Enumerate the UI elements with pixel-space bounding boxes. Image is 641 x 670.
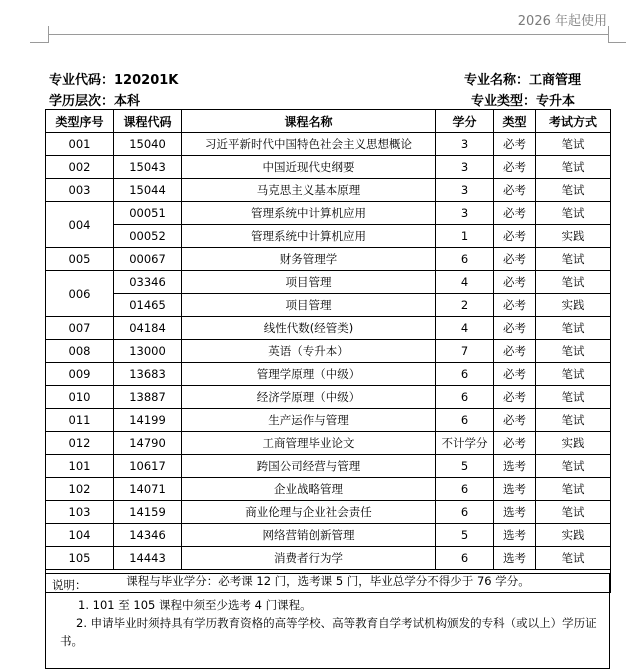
text-cursor [610, 202, 611, 215]
cell-seq: 105 [46, 547, 114, 570]
cell-type: 选考 [494, 547, 536, 570]
table-row [46, 501, 611, 524]
cell-name: 网络营销创新管理 [182, 524, 436, 547]
cell-name: 项目管理 [182, 271, 436, 294]
cell-credit: 6 [436, 501, 494, 524]
table-row [46, 202, 611, 225]
cell-type: 选考 [494, 501, 536, 524]
cell-credit: 6 [436, 409, 494, 432]
course-table [45, 109, 611, 593]
cell-name: 企业战略管理 [182, 478, 436, 501]
cell-code: 10617 [114, 455, 182, 478]
cell-code: 14346 [114, 524, 182, 547]
cell-exam: 笔试 [536, 547, 611, 570]
cell-type: 必考 [494, 432, 536, 455]
cell-credit: 2 [436, 294, 494, 317]
cell-code: 15040 [114, 133, 182, 156]
table-row [46, 363, 611, 386]
cell-type: 必考 [494, 179, 536, 202]
cell-seq: 103 [46, 501, 114, 524]
cell-name: 跨国公司经营与管理 [182, 455, 436, 478]
major-code-label: 专业代码： [49, 73, 115, 88]
cell-credit: 3 [436, 179, 494, 202]
cell-exam: 笔试 [536, 271, 611, 294]
cell-exam: 笔试 [536, 156, 611, 179]
cell-type: 选考 [494, 524, 536, 547]
major-name-label: 专业名称： [464, 73, 530, 88]
cell-name: 生产运作与管理 [182, 409, 436, 432]
cell-code: 13000 [114, 340, 182, 363]
cell-credit: 3 [436, 156, 494, 179]
header-type: 类型 [494, 110, 536, 133]
cell-type: 必考 [494, 340, 536, 363]
education-level [49, 90, 140, 109]
cell-name: 项目管理 [182, 294, 436, 317]
cell-type: 必考 [494, 133, 536, 156]
cell-code: 04184 [114, 317, 182, 340]
cell-credit: 3 [436, 133, 494, 156]
table-row [46, 432, 611, 455]
cell-exam: 笔试 [536, 248, 611, 271]
table-row [46, 524, 611, 547]
crop-mark-left-h [30, 42, 48, 43]
cell-name: 管理系统中计算机应用 [182, 202, 436, 225]
table-row [46, 478, 611, 501]
cell-type: 必考 [494, 248, 536, 271]
cell-type: 选考 [494, 455, 536, 478]
cell-credit: 不计学分 [436, 432, 494, 455]
cell-seq: 102 [46, 478, 114, 501]
cell-seq: 003 [46, 179, 114, 202]
crop-mark-left-v [48, 26, 49, 43]
cell-exam: 笔试 [536, 133, 611, 156]
major-type-label: 专业类型： [471, 94, 537, 109]
cell-seq: 008 [46, 340, 114, 363]
table-row [46, 455, 611, 478]
cell-exam: 笔试 [536, 317, 611, 340]
cell-exam: 实践 [536, 524, 611, 547]
table-row [46, 156, 611, 179]
cell-code: 14071 [114, 478, 182, 501]
cell-seq: 007 [46, 317, 114, 340]
crop-mark-right-v [608, 26, 609, 43]
notes-box [45, 573, 610, 669]
cell-exam: 笔试 [536, 386, 611, 409]
cell-type: 必考 [494, 225, 536, 248]
cell-code: 01465 [114, 294, 182, 317]
cell-name: 经济学原理（中级） [182, 386, 436, 409]
cell-credit: 4 [436, 317, 494, 340]
major-name [464, 69, 581, 88]
header-exam: 考试方式 [536, 110, 611, 133]
cell-name: 管理系统中计算机应用 [182, 225, 436, 248]
cell-name: 消费者行为学 [182, 547, 436, 570]
cell-type: 必考 [494, 386, 536, 409]
cell-name: 线性代数(经管类) [182, 317, 436, 340]
table-row [46, 271, 611, 294]
cell-credit: 7 [436, 340, 494, 363]
cell-credit: 5 [436, 524, 494, 547]
header-name: 课程名称 [182, 110, 436, 133]
cell-exam: 笔试 [536, 363, 611, 386]
table-header-row [46, 110, 611, 133]
cell-type: 必考 [494, 294, 536, 317]
major-type [471, 90, 575, 109]
cell-code: 14443 [114, 547, 182, 570]
header-rule [49, 34, 609, 35]
cell-type: 必考 [494, 409, 536, 432]
header-code: 课程代码 [114, 110, 182, 133]
cell-name: 马克思主义基本原理 [182, 179, 436, 202]
cell-code: 03346 [114, 271, 182, 294]
cell-credit: 6 [436, 386, 494, 409]
cell-credit: 6 [436, 547, 494, 570]
cell-seq: 104 [46, 524, 114, 547]
cell-name: 英语（专升本） [182, 340, 436, 363]
header-seq: 类型序号 [46, 110, 114, 133]
cell-exam: 笔试 [536, 501, 611, 524]
cell-credit: 6 [436, 363, 494, 386]
cell-code: 13887 [114, 386, 182, 409]
table-row [46, 133, 611, 156]
cell-code: 15043 [114, 156, 182, 179]
table-row [46, 248, 611, 271]
total-credits-text: 课程与毕业学分：必考课 12 门，选考课 5 门，毕业总学分不得少于 76 学分。 [46, 570, 611, 593]
cell-type: 必考 [494, 363, 536, 386]
page-header-text: 2026 年起使用 [517, 14, 607, 29]
major-type-value: 专升本 [536, 94, 576, 109]
cell-code: 14159 [114, 501, 182, 524]
table-row [46, 386, 611, 409]
cell-seq: 004 [46, 202, 114, 248]
major-name-value: 工商管理 [529, 73, 582, 88]
cell-seq: 005 [46, 248, 114, 271]
cell-code: 15044 [114, 179, 182, 202]
cell-seq: 006 [46, 271, 114, 317]
table-row [46, 225, 611, 248]
cell-credit: 5 [436, 455, 494, 478]
cell-seq: 010 [46, 386, 114, 409]
cell-credit: 4 [436, 271, 494, 294]
cell-code: 00067 [114, 248, 182, 271]
cell-seq: 012 [46, 432, 114, 455]
crop-mark-right-h [608, 42, 626, 43]
cell-code: 00052 [114, 225, 182, 248]
table-row [46, 317, 611, 340]
table-row [46, 409, 611, 432]
cell-exam: 笔试 [536, 409, 611, 432]
cell-code: 13683 [114, 363, 182, 386]
cell-type: 必考 [494, 271, 536, 294]
cell-exam: 笔试 [536, 179, 611, 202]
cell-exam: 实践 [536, 225, 611, 248]
table-row [46, 294, 611, 317]
table-row [46, 340, 611, 363]
notes-title: 说明： [52, 578, 87, 592]
cell-name: 财务管理学 [182, 248, 436, 271]
cell-credit: 1 [436, 225, 494, 248]
education-level-value: 本科 [114, 94, 141, 109]
table-row [46, 179, 611, 202]
cell-seq: 101 [46, 455, 114, 478]
major-code [49, 69, 178, 88]
table-row [46, 547, 611, 570]
cell-type: 必考 [494, 202, 536, 225]
cell-type: 选考 [494, 478, 536, 501]
cell-seq: 009 [46, 363, 114, 386]
cell-exam: 实践 [536, 432, 611, 455]
cell-name: 管理学原理（中级） [182, 363, 436, 386]
cell-code: 14199 [114, 409, 182, 432]
header-credit: 学分 [436, 110, 494, 133]
cell-seq: 011 [46, 409, 114, 432]
cell-exam: 笔试 [536, 202, 611, 225]
cell-seq: 002 [46, 156, 114, 179]
cell-credit: 3 [436, 202, 494, 225]
cell-name: 商业伦理与企业社会责任 [182, 501, 436, 524]
cell-name: 中国近现代史纲要 [182, 156, 436, 179]
cell-exam: 笔试 [536, 340, 611, 363]
cell-code: 00051 [114, 202, 182, 225]
cell-exam: 笔试 [536, 478, 611, 501]
cell-seq: 001 [46, 133, 114, 156]
cell-credit: 6 [436, 478, 494, 501]
note-item: 1. 101 至 105 课程中须至少选考 4 门课程。 [78, 598, 312, 612]
cell-exam: 笔试 [536, 455, 611, 478]
cell-credit: 6 [436, 248, 494, 271]
note-item: 2. 申请毕业时须持具有学历教育资格的高等学校、高等教育自学考试机构颁发的专科（或以上）学历证书。 [60, 616, 597, 648]
cell-exam: 实践 [536, 294, 611, 317]
cell-type: 必考 [494, 317, 536, 340]
major-code-value: 120201K [114, 73, 179, 88]
cell-type: 必考 [494, 156, 536, 179]
cell-code: 14790 [114, 432, 182, 455]
education-level-label: 学历层次： [49, 94, 115, 109]
cell-name: 工商管理毕业论文 [182, 432, 436, 455]
cell-name: 习近平新时代中国特色社会主义思想概论 [182, 133, 436, 156]
